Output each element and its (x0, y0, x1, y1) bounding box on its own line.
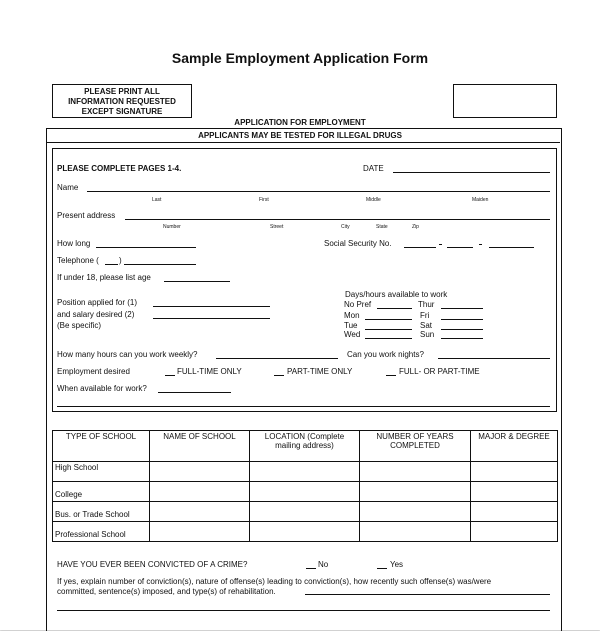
ssn-label: Social Security No. (324, 239, 392, 248)
drug-notice: APPLICANTS MAY BE TESTED FOR ILLEGAL DRUGS (198, 131, 402, 140)
print-note: PLEASE PRINT ALL INFORMATION REQUESTED EXCEPT SIGNATURE (68, 87, 176, 116)
table-cell[interactable] (150, 462, 250, 482)
address-sub-zip: Zip (412, 224, 419, 230)
present-address-input[interactable] (125, 219, 550, 220)
employment-desired-label: Employment desired (57, 367, 130, 376)
table-cell[interactable] (250, 482, 360, 502)
row-label-high-school: High School (53, 462, 150, 482)
table-cell[interactable] (360, 502, 471, 522)
row-label-college: College (53, 482, 150, 502)
table-cell[interactable] (360, 482, 471, 502)
table-cell[interactable] (150, 522, 250, 542)
day-sat: Sat (420, 321, 433, 330)
ssn-part1-input[interactable] (404, 247, 436, 248)
header-name-of-school: NAME OF SCHOOL (150, 431, 250, 462)
position-input-2[interactable] (153, 318, 270, 319)
crime-yes-label: Yes (390, 560, 404, 569)
header-type-of-school: TYPE OF SCHOOL (53, 431, 150, 462)
address-sub-state: State (376, 224, 388, 230)
education-table (52, 430, 558, 542)
crime-explain-1: If yes, explain number of conviction(s), nature of offense(s) leading to conviction(s), how recently such offense(s) was/were (57, 577, 492, 586)
address-sub-street: Street (270, 224, 284, 230)
day-wed-input[interactable] (365, 338, 412, 339)
notice-divider (46, 142, 560, 143)
table-row (53, 522, 558, 542)
position-label-2: and salary desired (2) (57, 310, 135, 319)
position-label-1: Position applied for (1) (57, 298, 138, 307)
table-row (53, 502, 558, 522)
position-input-1[interactable] (153, 306, 270, 307)
under18-label: If under 18, please list age (57, 273, 151, 282)
present-address-label: Present address (57, 211, 116, 220)
nights-label: Can you work nights? (347, 350, 424, 359)
header-location: LOCATION (Complete mailing address) (250, 431, 360, 462)
crime-explain-input-1[interactable] (305, 594, 550, 595)
full-or-part-check[interactable] (386, 375, 396, 376)
date-input[interactable] (393, 172, 550, 173)
part-time-check[interactable] (274, 375, 284, 376)
address-sub-city: City (341, 224, 350, 230)
name-label: Name (57, 183, 79, 192)
when-available-input[interactable] (158, 392, 231, 393)
day-thur-input[interactable] (441, 308, 483, 309)
crime-yes-check[interactable] (377, 568, 387, 569)
table-cell[interactable] (471, 502, 558, 522)
day-sat-input[interactable] (441, 329, 483, 330)
hours-weekly-label: How many hours can you work weekly? (57, 350, 198, 359)
date-label: DATE (363, 164, 384, 173)
crime-question: HAVE YOU EVER BEEN CONVICTED OF A CRIME? (57, 560, 248, 569)
table-cell[interactable] (360, 522, 471, 542)
part-time-label: PART-TIME ONLY (287, 367, 353, 376)
day-no-pref-input[interactable] (377, 308, 412, 309)
ssn-part2-input[interactable] (447, 247, 473, 248)
day-tue-input[interactable] (365, 329, 412, 330)
row-label-trade-school: Bus. or Trade School (53, 502, 150, 522)
day-no-pref: No Pref (344, 300, 372, 309)
name-sub-last: Last (152, 197, 162, 203)
full-or-part-label: FULL- OR PART-TIME (399, 367, 480, 376)
ssn-dash1 (439, 244, 442, 245)
office-use-box[interactable] (453, 84, 557, 118)
when-available-extra-line[interactable] (57, 406, 550, 407)
table-row (53, 482, 558, 502)
app-heading: APPLICATION FOR EMPLOYMENT (234, 118, 366, 127)
table-cell[interactable] (360, 462, 471, 482)
complete-pages-text: PLEASE COMPLETE PAGES 1-4. (57, 164, 182, 173)
table-row (53, 462, 558, 482)
ssn-dash2 (479, 244, 482, 245)
telephone-paren: ) (119, 256, 122, 265)
ssn-part3-input[interactable] (489, 247, 534, 248)
crime-no-check[interactable] (306, 568, 316, 569)
full-time-label: FULL-TIME ONLY (177, 367, 242, 376)
day-thur: Thur (418, 300, 435, 309)
header-years-completed: NUMBER OF YEARS COMPLETED (360, 431, 471, 462)
table-cell[interactable] (150, 502, 250, 522)
table-cell[interactable] (250, 462, 360, 482)
crime-explain-input-2[interactable] (57, 610, 550, 611)
address-sub-number: Number (163, 224, 181, 230)
telephone-label: Telephone ( (57, 256, 99, 265)
table-cell[interactable] (250, 522, 360, 542)
table-cell[interactable] (471, 482, 558, 502)
day-wed: Wed (344, 330, 361, 339)
crime-explain-2: committed, sentence(s) imposed, and type(s) of rehabilitation. (57, 587, 276, 596)
nights-input[interactable] (438, 358, 550, 359)
name-input[interactable] (87, 191, 550, 192)
hours-weekly-input[interactable] (216, 358, 338, 359)
day-fri-input[interactable] (441, 319, 483, 320)
day-mon-input[interactable] (365, 319, 412, 320)
header-major-degree: MAJOR & DEGREE (471, 431, 558, 462)
crime-no-label: No (318, 560, 329, 569)
how-long-input[interactable] (96, 247, 196, 248)
table-cell[interactable] (471, 522, 558, 542)
when-available-label: When available for work? (57, 384, 147, 393)
name-sub-first: First (259, 197, 269, 203)
position-label-3: (Be specific) (57, 321, 102, 330)
print-note-box (52, 84, 192, 118)
form-title: Sample Employment Application Form (171, 50, 429, 66)
table-cell[interactable] (150, 482, 250, 502)
table-cell[interactable] (471, 462, 558, 482)
day-fri: Fri (420, 311, 430, 320)
row-label-professional-school: Professional School (53, 522, 150, 542)
name-sub-middle: Middle (366, 197, 381, 203)
name-sub-maiden: Maiden (472, 197, 489, 203)
full-time-check[interactable] (165, 375, 175, 376)
days-hours-label: Days/hours available to work (345, 290, 448, 299)
education-header-row (53, 431, 558, 462)
under18-input[interactable] (164, 281, 230, 282)
day-sun-input[interactable] (441, 338, 483, 339)
how-long-label: How long (57, 239, 91, 248)
telephone-number-input[interactable] (124, 264, 196, 265)
table-cell[interactable] (250, 502, 360, 522)
day-tue: Tue (344, 321, 358, 330)
day-sun: Sun (420, 330, 435, 339)
day-mon: Mon (344, 311, 360, 320)
telephone-area-input[interactable] (105, 264, 118, 265)
